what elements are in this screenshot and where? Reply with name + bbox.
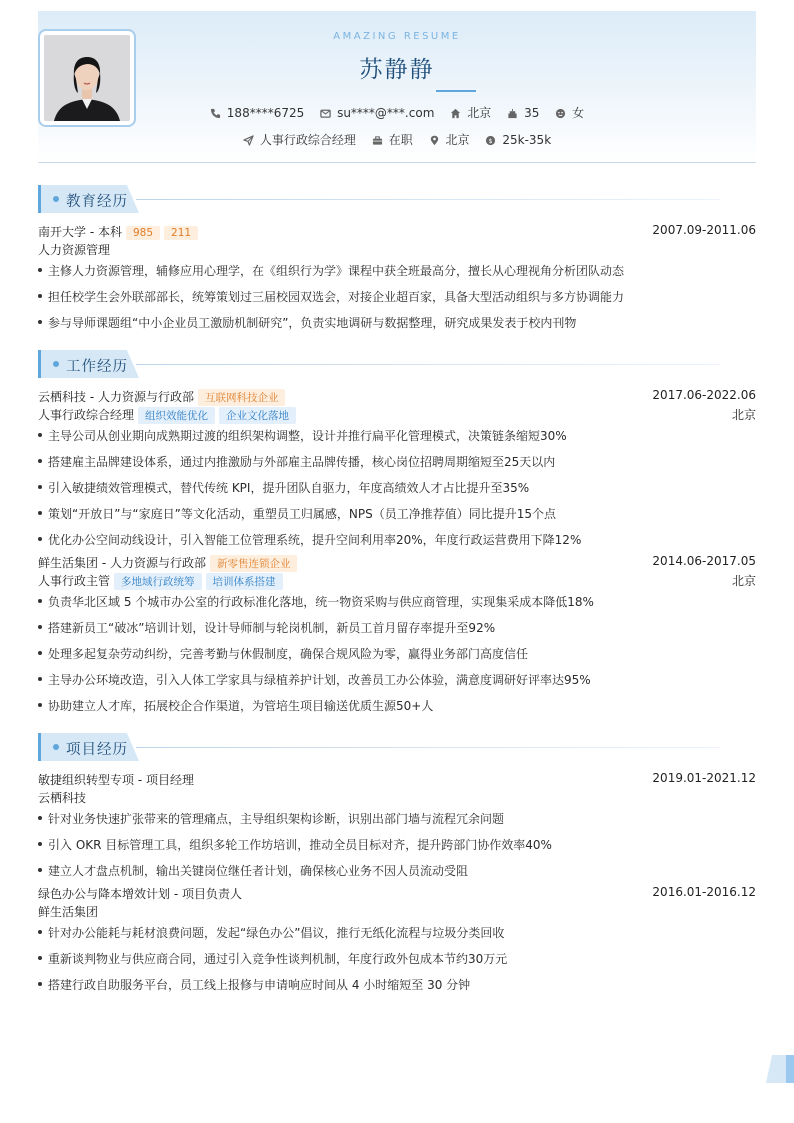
- education-major-row: [38, 241, 756, 259]
- job-intent-row: [38, 131, 756, 148]
- list-item: 主导公司从创业期向成熟期过渡的组织架构调整，设计并推行扁平化管理模式，决策链条缩短30%: [38, 427, 756, 453]
- section-education-header: [38, 185, 756, 215]
- role-tag: 企业文化落地: [219, 407, 296, 424]
- work-entry-head: [38, 554, 756, 572]
- work-date: 2014.06-2017.05: [652, 554, 756, 568]
- email-text: su****@***.com: [337, 106, 435, 120]
- salary-text: 25k-35k: [502, 133, 552, 147]
- school-tag: 985: [126, 226, 160, 240]
- list-item: 搭建行政自助服务平台，员工线上报修与申请响应时间从 4 小时缩短至 30 分钟: [38, 976, 756, 1002]
- age-item: [507, 106, 539, 120]
- salary-item: [485, 133, 551, 147]
- target-city-item: [429, 131, 470, 148]
- user-face-icon: [555, 108, 566, 119]
- corner-shape: [766, 1055, 786, 1083]
- project-bullets: [38, 924, 756, 1002]
- project-bullets: [38, 810, 756, 888]
- list-item: 担任校学生会外联部部长，统筹策划过三届校园双选会，对接企业超百家，具备大型活动组织与多方协调能力: [38, 288, 756, 314]
- mail-icon: [320, 108, 331, 119]
- section-title: 工作经历: [66, 359, 128, 375]
- section-divider: [136, 747, 720, 748]
- section-divider: [136, 364, 720, 365]
- school-line: 南开大学 - 本科: [38, 225, 122, 239]
- work-entry-head: [38, 388, 756, 406]
- role-tag: 培训体系搭建: [206, 573, 283, 590]
- resume-header: [38, 11, 756, 163]
- work-location: 北京: [731, 408, 756, 422]
- list-item: 负责华北区域 5 个城市办公室的行政标准化落地，统一物资采购与供应商管理，实现集采成本降低18%: [38, 593, 756, 619]
- work-role-row: [38, 572, 756, 590]
- list-item: 搭建新员工“破冰”培训计划，设计导师制与轮岗机制，新员工首月留存率提升至92%: [38, 619, 756, 645]
- phone-item: [210, 106, 304, 120]
- city-text: 北京: [467, 106, 492, 120]
- list-item: 建立人才盘点机制，输出关键岗位继任者计划，确保核心业务不因人员流动受阻: [38, 862, 756, 888]
- project-title: 绿色办公与降本增效计划 - 项目负责人: [38, 887, 242, 901]
- city-item: [450, 104, 491, 121]
- status-text: 在职: [388, 133, 413, 147]
- contact-row: [38, 104, 756, 121]
- list-item: 重新谈判物业与供应商合同，通过引入竞争性谈判机制，年度行政外包成本节约30万元: [38, 950, 756, 976]
- role-tag: 多地域行政统筹: [114, 573, 202, 590]
- home-icon: [450, 108, 461, 119]
- list-item: 引入 OKR 目标管理工具，组织多轮工作坊培训，推动全员目标对齐，提升跨部门协作效率40%: [38, 836, 756, 862]
- resume-tagline: AMAZING RESUME: [333, 31, 461, 42]
- work-bullets: [38, 593, 756, 723]
- corner-decoration: [766, 1055, 794, 1083]
- target-position-item: [243, 131, 356, 148]
- corner-bar: [786, 1055, 794, 1083]
- role-title: 人事行政主管: [38, 574, 111, 588]
- briefcase-icon: [372, 135, 383, 146]
- target-position-text: 人事行政综合经理: [259, 133, 356, 147]
- education-date: 2007.09-2011.06: [652, 223, 756, 237]
- section-title: 项目经历: [66, 742, 128, 758]
- project-date: 2019.01-2021.12: [652, 771, 756, 785]
- project-entry-head: [38, 885, 756, 903]
- project-org: 鲜生活集团: [38, 905, 99, 919]
- status-item: [372, 131, 413, 148]
- gender-text: 女: [572, 106, 585, 120]
- list-item: 搭建雇主品牌建设体系，通过内推激励与外部雇主品牌传播，核心岗位招聘周期缩短至25天以内: [38, 453, 756, 479]
- email-item: [320, 106, 434, 120]
- role-title: 人事行政综合经理: [38, 408, 135, 422]
- name-underline: [436, 90, 476, 92]
- target-city-text: 北京: [445, 133, 470, 147]
- svg-text:$: $: [488, 136, 493, 145]
- age-text: 35: [524, 106, 540, 120]
- company-tag: 互联网科技企业: [198, 389, 286, 406]
- send-icon: [243, 135, 254, 146]
- phone-icon: [210, 108, 221, 119]
- phone-text: 188****6725: [226, 106, 305, 120]
- list-item: 引入敏捷绩效管理模式，替代传统 KPI，提升团队自驱力，年度高绩效人才占比提升至35%: [38, 479, 756, 505]
- section-title: 教育经历: [66, 194, 128, 210]
- work-date: 2017.06-2022.06: [652, 388, 756, 402]
- project-entry-head: [38, 771, 756, 789]
- project-org-row: [38, 789, 756, 807]
- list-item: 策划“开放日”与“家庭日”等文化活动，重塑员工归属感，NPS（员工净推荐值）同比提升15个点: [38, 505, 756, 531]
- section-divider: [136, 199, 720, 200]
- school-tag: 211: [164, 226, 198, 240]
- project-title: 敏捷组织转型专项 - 项目经理: [38, 773, 194, 787]
- company-line: 鲜生活集团 - 人力资源与行政部: [38, 556, 206, 570]
- section-dot: [53, 196, 59, 202]
- project-date: 2016.01-2016.12: [652, 885, 756, 899]
- list-item: 主导办公环境改造，引入人体工学家具与绿植养护计划，改善员工办公体验，满意度调研好评率达95%: [38, 671, 756, 697]
- education-entry-head: [38, 223, 756, 241]
- candidate-name: 苏静静: [359, 57, 435, 83]
- list-item: 针对办公能耗与耗材浪费问题，发起“绿色办公”倡议，推行无纸化流程与垃圾分类回收: [38, 924, 756, 950]
- gender-item: [555, 104, 584, 121]
- education-major: 人力资源管理: [38, 243, 111, 257]
- work-bullets: [38, 427, 756, 557]
- section-projects-header: [38, 733, 756, 763]
- list-item: 针对业务快速扩张带来的管理痛点，主导组织架构诊断，识别出部门墙与流程冗余问题: [38, 810, 756, 836]
- location-pin-icon: [429, 135, 440, 146]
- cake-icon: [507, 108, 518, 119]
- project-org-row: [38, 903, 756, 921]
- list-item: 参与导师课题组“中小企业员工激励机制研究”，负责实地调研与数据整理，研究成果发表于校内刊物: [38, 314, 756, 340]
- money-icon: [485, 135, 496, 146]
- section-work-header: [38, 350, 756, 380]
- list-item: 主修人力资源管理，辅修应用心理学，在《组织行为学》课程中获全班最高分，擅长从心理视角分析团队动态: [38, 262, 756, 288]
- role-tag: 组织效能优化: [138, 407, 215, 424]
- education-bullets: [38, 262, 756, 340]
- project-org: 云栖科技: [38, 791, 87, 805]
- list-item: 处理多起复杂劳动纠纷，完善考勤与休假制度，确保合规风险为零，赢得业务部门高度信任: [38, 645, 756, 671]
- company-line: 云栖科技 - 人力资源与行政部: [38, 390, 194, 404]
- work-role-row: [38, 406, 756, 424]
- list-item: 优化办公空间动线设计，引入智能工位管理系统，提升空间利用率20%，年度行政运营费用下降12%: [38, 531, 756, 557]
- section-dot: [53, 744, 59, 750]
- section-dot: [53, 361, 59, 367]
- company-tag: 新零售连锁企业: [210, 555, 298, 572]
- list-item: 协助建立人才库，拓展校企合作渠道，为管培生项目输送优质生源50+人: [38, 697, 756, 723]
- work-location: 北京: [731, 574, 756, 588]
